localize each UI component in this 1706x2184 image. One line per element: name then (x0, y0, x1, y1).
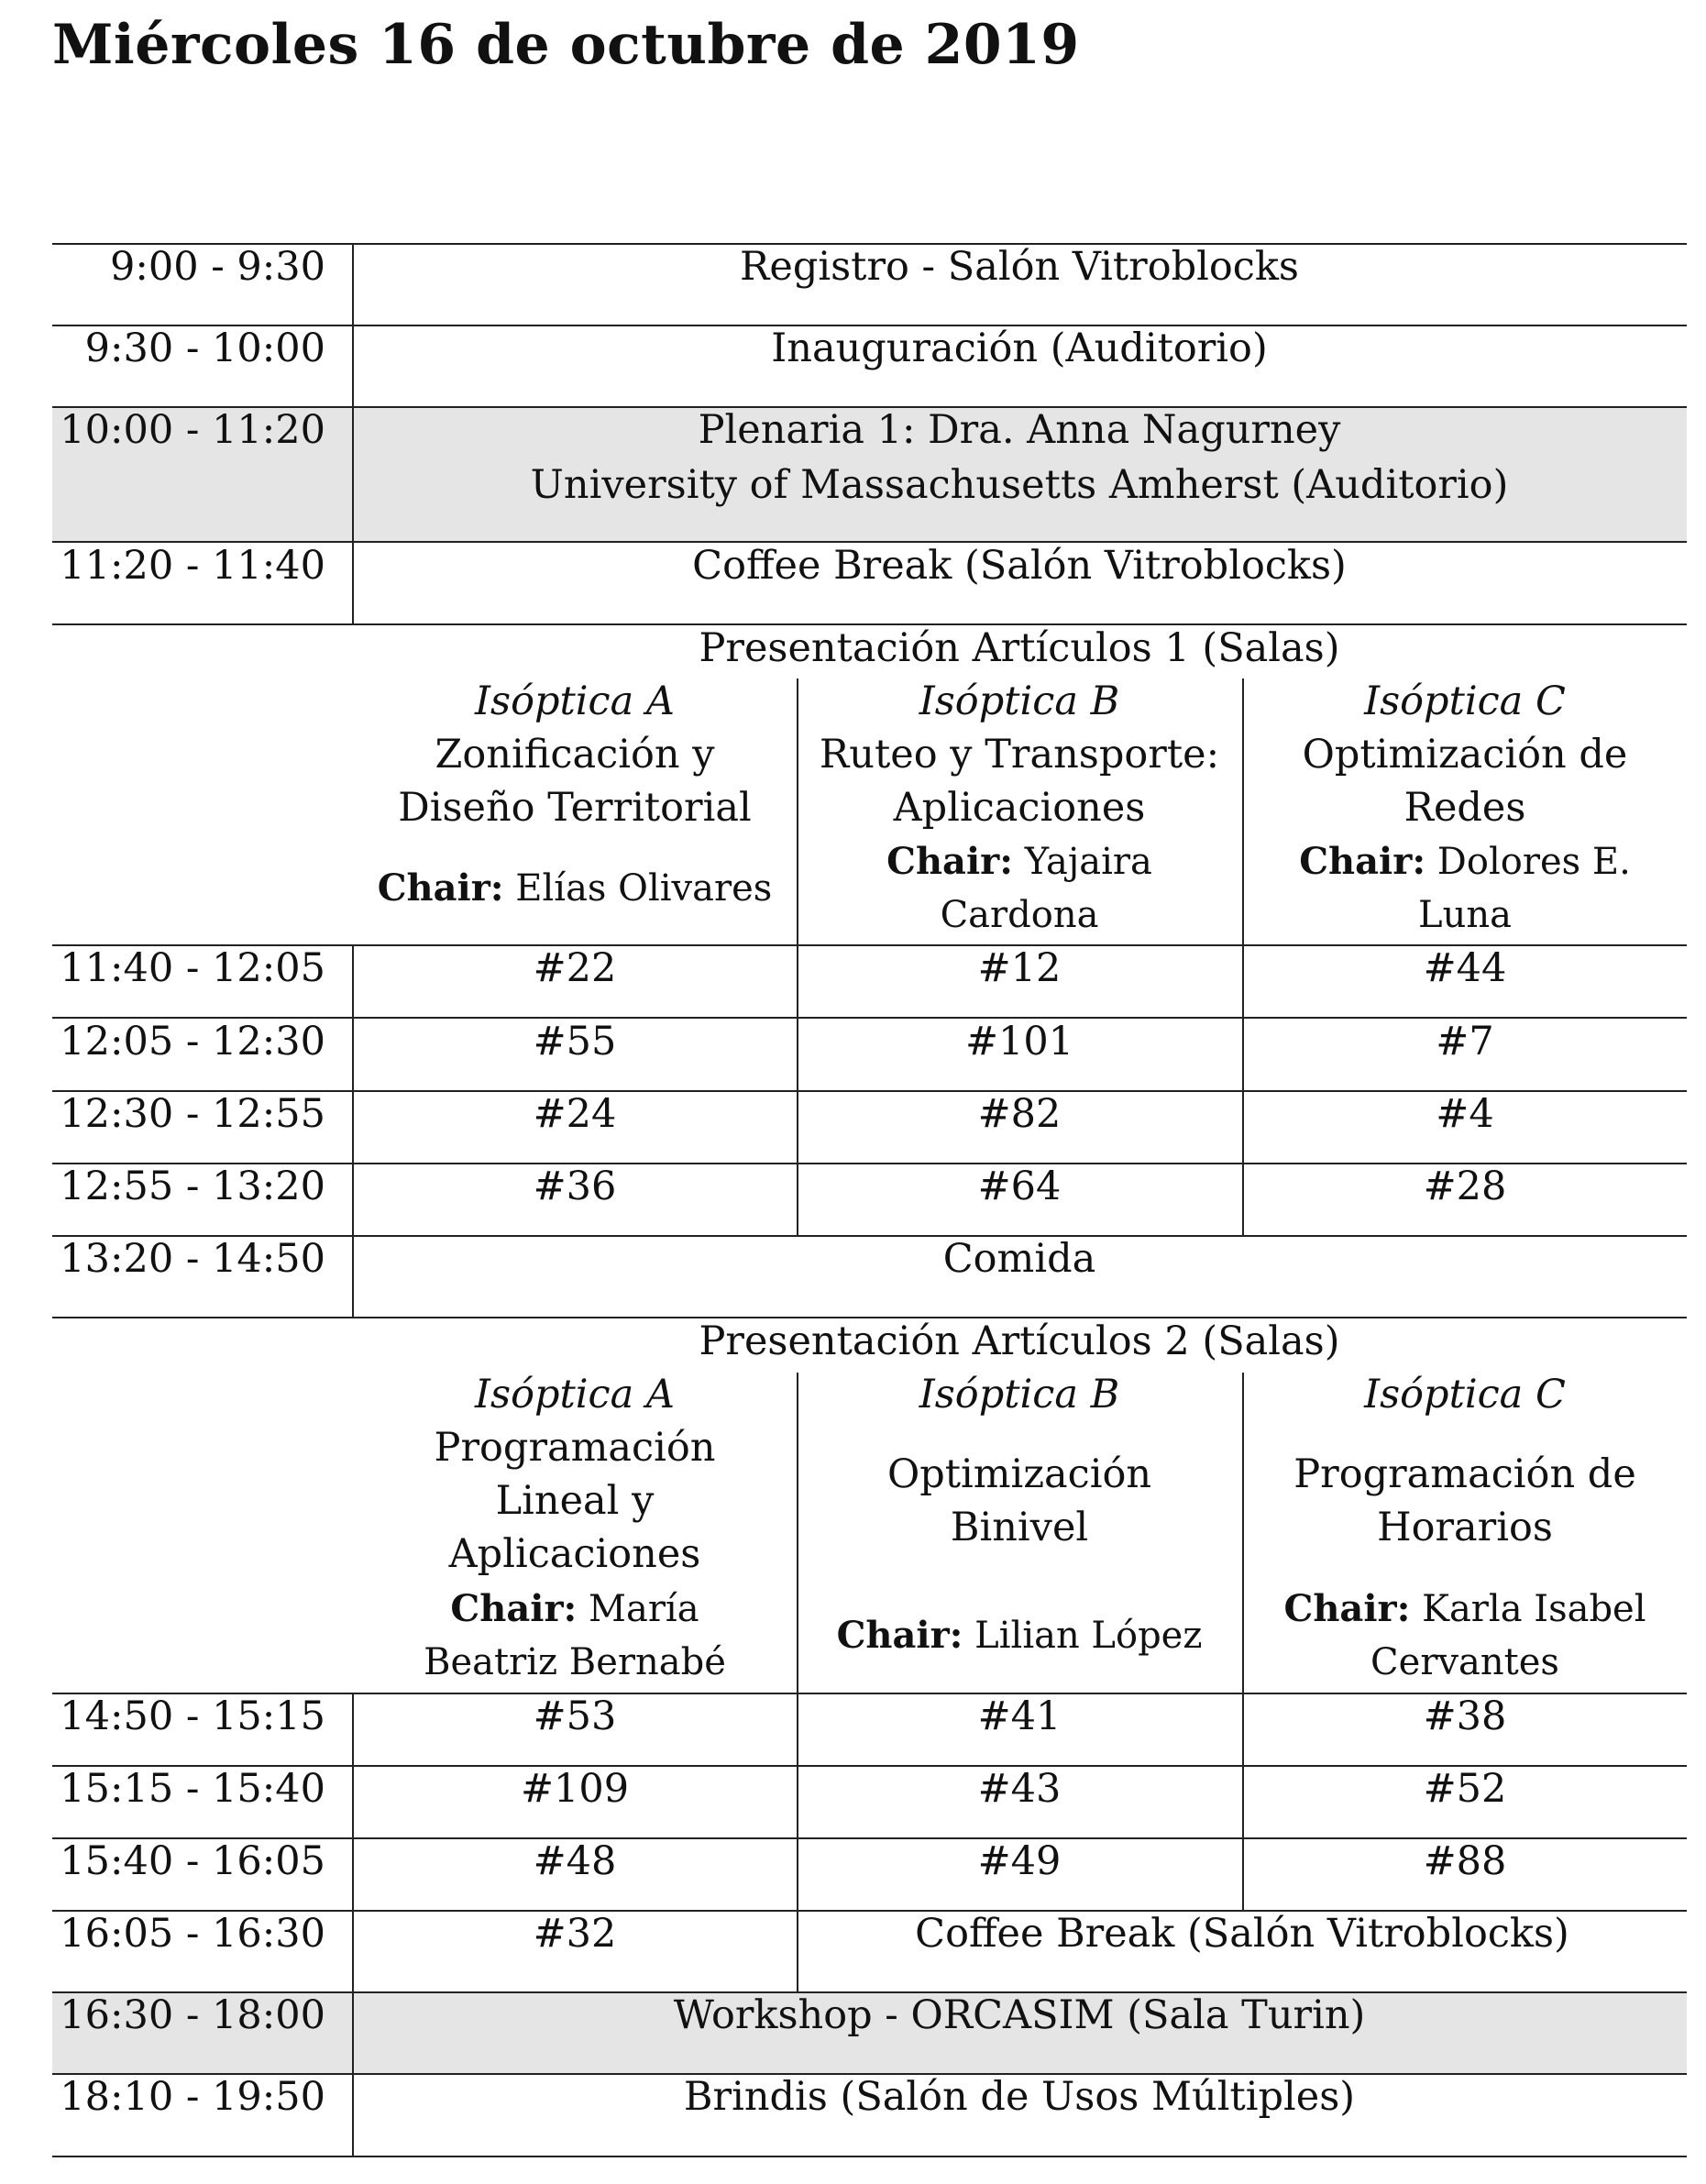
room-column-divider (1242, 678, 1244, 1235)
paper-id: #28 (1423, 1164, 1507, 1209)
room-c-chair-cont: Cervantes (1370, 1641, 1559, 1683)
room-b-topic: Binivel (950, 1505, 1089, 1550)
chair-label: Chair: (886, 840, 1013, 883)
chair-label: Chair: (377, 866, 504, 910)
paper-id: #41 (977, 1693, 1062, 1739)
paper-id: #109 (520, 1766, 630, 1812)
chair-name: Karla Isabel (1422, 1588, 1646, 1630)
chair-label: Chair: (1299, 840, 1426, 883)
room-a-topic: Programación (434, 1425, 716, 1471)
room-column-divider (1242, 1373, 1244, 1910)
room-c-topic: Programación de (1293, 1451, 1636, 1497)
paper-id: #22 (533, 945, 617, 991)
event-brindis: Brindis (Salón de Usos Múltiples) (683, 2074, 1356, 2120)
room-b-topic: Ruteo y Transporte: (819, 732, 1220, 778)
room-c-name: Isóptica C (1364, 678, 1566, 724)
room-c-name: Isóptica C (1364, 1372, 1566, 1417)
paper-id: #4 (1436, 1091, 1494, 1137)
paper-id: #48 (533, 1838, 617, 1884)
time-slot: 12:05 - 12:30 (60, 1019, 325, 1064)
paper-id: #53 (533, 1693, 617, 1739)
room-b-chair (886, 835, 1152, 888)
time-slot: 12:30 - 12:55 (60, 1091, 325, 1137)
room-b-topic: Aplicaciones (893, 785, 1146, 831)
room-a-topic: Lineal y (495, 1478, 655, 1524)
time-slot: 9:00 - 9:30 (110, 244, 325, 290)
room-c-topic: Optimización de (1302, 732, 1628, 778)
chair-name: Dolores E. (1436, 841, 1631, 883)
event-plenaria-line2: University of Massachusetts Amherst (Auditorio) (530, 462, 1509, 508)
room-b-chair (837, 1609, 1203, 1662)
time-slot: 18:10 - 19:50 (60, 2074, 325, 2120)
event-inauguracion: Inauguración (Auditorio) (771, 325, 1268, 371)
time-slot: 16:05 - 16:30 (60, 1911, 325, 1957)
time-slot: 14:50 - 15:15 (60, 1693, 325, 1739)
room-c-chair-cont: Luna (1418, 894, 1512, 936)
chair-name: Elías Olivares (515, 867, 773, 910)
room-a-topic: Zonificación y (435, 732, 715, 778)
chair-label: Chair: (1283, 1587, 1411, 1630)
room-a-chair (450, 1583, 699, 1636)
event-coffee-break: Coffee Break (Salón Vitroblocks) (915, 1911, 1569, 1957)
room-a-chair-cont: Beatriz Bernabé (424, 1641, 726, 1683)
room-b-chair-cont: Cardona (940, 894, 1099, 936)
chair-name: María (589, 1588, 699, 1630)
paper-id: #88 (1423, 1838, 1507, 1884)
event-registro: Registro - Salón Vitroblocks (740, 244, 1299, 290)
time-slot: 16:30 - 18:00 (60, 1992, 325, 2038)
time-column-divider (352, 243, 354, 623)
time-slot: 11:40 - 12:05 (60, 945, 325, 991)
chair-name: Lilian López (974, 1615, 1203, 1657)
paper-id: #55 (533, 1019, 617, 1064)
paper-id: #12 (977, 945, 1062, 991)
paper-id: #44 (1423, 945, 1507, 991)
room-b-name: Isóptica B (919, 1372, 1120, 1417)
room-column-divider (797, 678, 798, 1235)
paper-id: #36 (533, 1164, 617, 1209)
room-a-topic: Diseño Territorial (398, 785, 752, 831)
rule (52, 2156, 1687, 2157)
room-c-chair (1283, 1583, 1645, 1636)
time-column-divider (352, 944, 354, 1317)
paper-id: #49 (977, 1838, 1062, 1884)
room-a-name: Isóptica A (475, 678, 675, 724)
event-plenaria-line1: Plenaria 1: Dra. Anna Nagurney (698, 407, 1341, 453)
room-column-divider (797, 1373, 798, 1991)
paper-id: #38 (1423, 1693, 1507, 1739)
event-coffee-break: Coffee Break (Salón Vitroblocks) (692, 543, 1347, 589)
paper-id: #32 (533, 1911, 617, 1957)
time-slot: 11:20 - 11:40 (60, 543, 325, 589)
paper-id: #64 (977, 1164, 1062, 1209)
page-title: Miércoles 16 de octubre de 2019 (52, 13, 1080, 77)
chair-label: Chair: (450, 1587, 578, 1630)
room-c-topic: Horarios (1377, 1505, 1553, 1550)
room-a-topic: Aplicaciones (448, 1531, 701, 1577)
chair-name: Yajaira (1024, 841, 1152, 883)
time-slot: 12:55 - 13:20 (60, 1164, 325, 1209)
room-c-chair (1299, 835, 1631, 888)
paper-id: #52 (1423, 1766, 1507, 1812)
paper-id: #24 (533, 1091, 617, 1137)
time-slot: 10:00 - 11:20 (60, 407, 325, 453)
time-slot: 13:20 - 14:50 (60, 1236, 325, 1282)
paper-id: #82 (977, 1091, 1062, 1137)
event-workshop: Workshop - ORCASIM (Sala Turin) (673, 1992, 1366, 2038)
time-slot: 9:30 - 10:00 (84, 325, 325, 371)
room-a-name: Isóptica A (475, 1372, 675, 1417)
room-c-topic: Redes (1403, 785, 1526, 831)
block1-header: Presentación Artículos 1 (Salas) (699, 625, 1340, 671)
time-slot: 15:40 - 16:05 (60, 1838, 325, 1884)
chair-label: Chair: (836, 1614, 963, 1657)
block2-header: Presentación Artículos 2 (Salas) (699, 1318, 1340, 1364)
event-comida: Comida (942, 1236, 1096, 1282)
paper-id: #43 (977, 1766, 1062, 1812)
paper-id: #7 (1436, 1019, 1494, 1064)
time-column-divider (352, 1693, 354, 2156)
time-slot: 15:15 - 15:40 (60, 1766, 325, 1812)
room-b-name: Isóptica B (919, 678, 1120, 724)
room-b-topic: Optimización (886, 1451, 1152, 1497)
room-a-chair (378, 862, 773, 915)
paper-id: #101 (964, 1019, 1074, 1064)
